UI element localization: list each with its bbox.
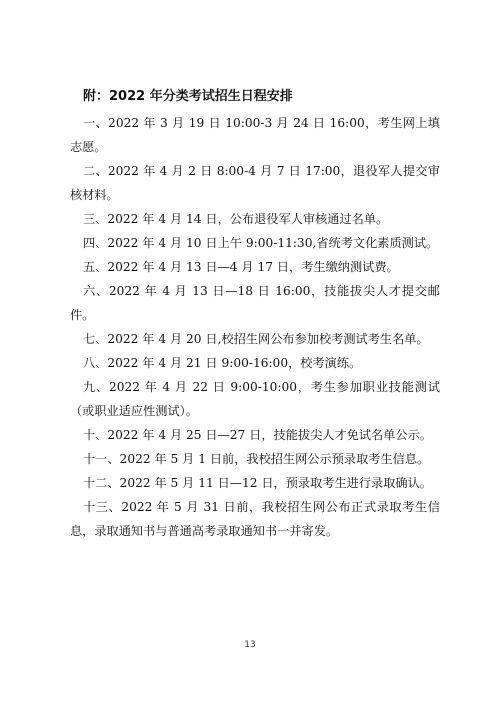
document-heading: 附：2022 年分类考试招生日程安排 [83, 89, 293, 104]
schedule-item-5: 五、2022 年 4 月 13 日—4 月 17 日，考生缴纳测试费。 [83, 260, 399, 274]
schedule-item-11: 十一、2022 年 5 月 1 日前，我校招生网公示预录取考生信息。 [83, 452, 430, 466]
schedule-item-9: 九、2022 年 4 月 22 日 9:00-10:00，考生参加职业技能测试（或职业适应性测试）。 [70, 380, 440, 418]
schedule-item-4: 四、2022 年 4 月 10 日上午 9:00-11:30,省统考文化素质测试。 [83, 236, 439, 250]
schedule-item-10: 十、2022 年 4 月 25 日—27 日，技能拔尖人才免试名单公示。 [83, 428, 432, 442]
schedule-item-12: 十二、2022 年 5 月 11 日—12 日，预录取考生进行录取确认。 [83, 476, 432, 490]
schedule-item-6: 六、2022 年 4 月 13 日—18 日 16:00，技能拔尖人才提交邮件。 [70, 284, 440, 322]
page-number: 13 [244, 640, 256, 650]
schedule-item-13: 十三、2022 年 5 月 31 日前，我校招生网公布正式录取考生信息，录取通知书与普通高考录取通知书一并寄发。 [70, 500, 440, 538]
schedule-item-7: 七、2022 年 4 月 20 日,校招生网公布参加校考测试考生名单。 [83, 332, 429, 346]
schedule-item-3: 三、2022 年 4 月 14 日，公布退役军人审核通过名单。 [83, 212, 389, 226]
document-body [70, 87, 440, 543]
schedule-item-2: 二、2022 年 4 月 2 日 8:00-4 月 7 日 17:00，退役军人提交审核材料。 [70, 164, 440, 202]
schedule-item-1: 一、2022 年 3 月 19 日 10:00-3 月 24 日 16:00，考生网上填志愿。 [70, 116, 440, 154]
schedule-item-8: 八、2022 年 4 月 21 日 9:00-16:00，校考演练。 [83, 356, 362, 370]
